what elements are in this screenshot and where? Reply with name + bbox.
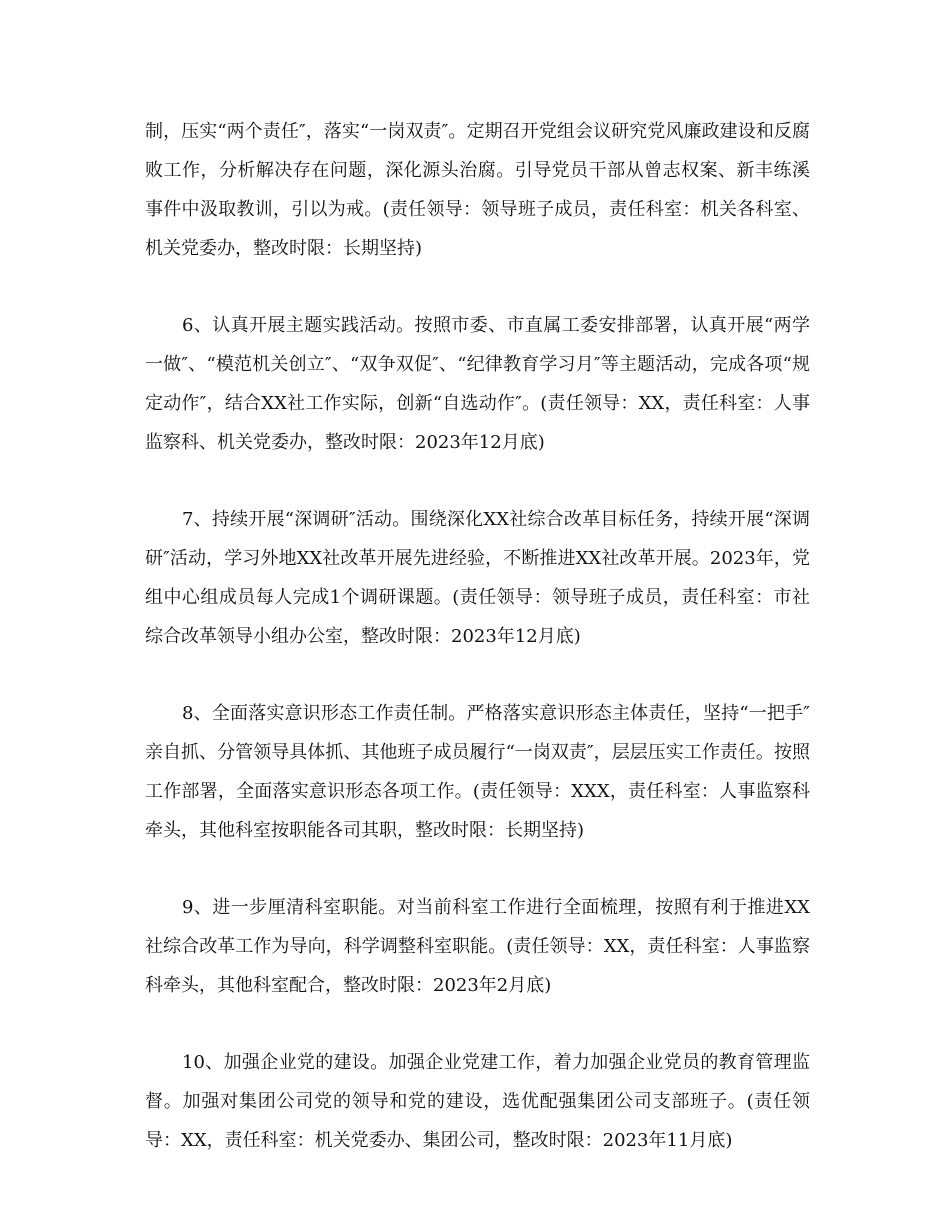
- paragraph-item-10: 10、加强企业党的建设。加强企业党建工作，着力加强企业党员的教育管理监督。加强对集团公司党的领导和党的建设，选优配强集团公司支部班子。(责任领导：XX，责任科室：机关党委办、集团公司，整改时限：2023年11月底): [145, 1052, 810, 1151]
- paragraph-item-9: 9、进一步厘清科室职能。对当前科室工作进行全面梳理，按照有利于推进XX社综合改革工作为导向，科学调整科室职能。(责任领导：XX，责任科室：人事监察科牵头，其他科室配合，整改时限：2023年2月底): [145, 897, 810, 996]
- paragraph-continuation: 制，压实“两个责任″，落实“一岗双责″。定期召开党组会议研究党风廉政建设和反腐败工作，分析解决存在问题，深化源头治腐。引导党员干部从曾志权案、新丰练溪事件中汲取教训，引以为戒。(责任领导：领导班子成员，责任科室：机关各科室、机关党委办，整改时限：长期坚持): [145, 121, 810, 259]
- document-body: [145, 112, 810, 1198]
- paragraph-item-6: 6、认真开展主题实践活动。按照市委、市直属工委安排部署，认真开展“两学一做″、“模范机关创立″、“双争双促″、“纪律教育学习月″等主题活动，完成各项“规定动作″，结合XX社工作实际，创新“自选动作″。(责任领导：XX，责任科室：人事监察科、机关党委办，整改时限：2023年12月底): [145, 315, 810, 453]
- paragraph-item-8: 8、全面落实意识形态工作责任制。严格落实意识形态主体责任，坚持“一把手″亲自抓、分管领导具体抓、其他班子成员履行“一岗双责″，层层压实工作责任。按照工作部署，全面落实意识形态各项工作。(责任领导：XXX，责任科室：人事监察科牵头，其他科室按职能各司其职，整改时限：长期坚持): [145, 703, 810, 841]
- paragraph-item-7: 7、持续开展“深调研″活动。围绕深化XX社综合改革目标任务，持续开展“深调研″活动，学习外地XX社改革开展先进经验，不断推进XX社改革开展。2023年，党组中心组成员每人完成1个调研课题。(责任领导：领导班子成员，责任科室：市社综合改革领导小组办公室，整改时限：2023年12月底): [145, 509, 810, 647]
